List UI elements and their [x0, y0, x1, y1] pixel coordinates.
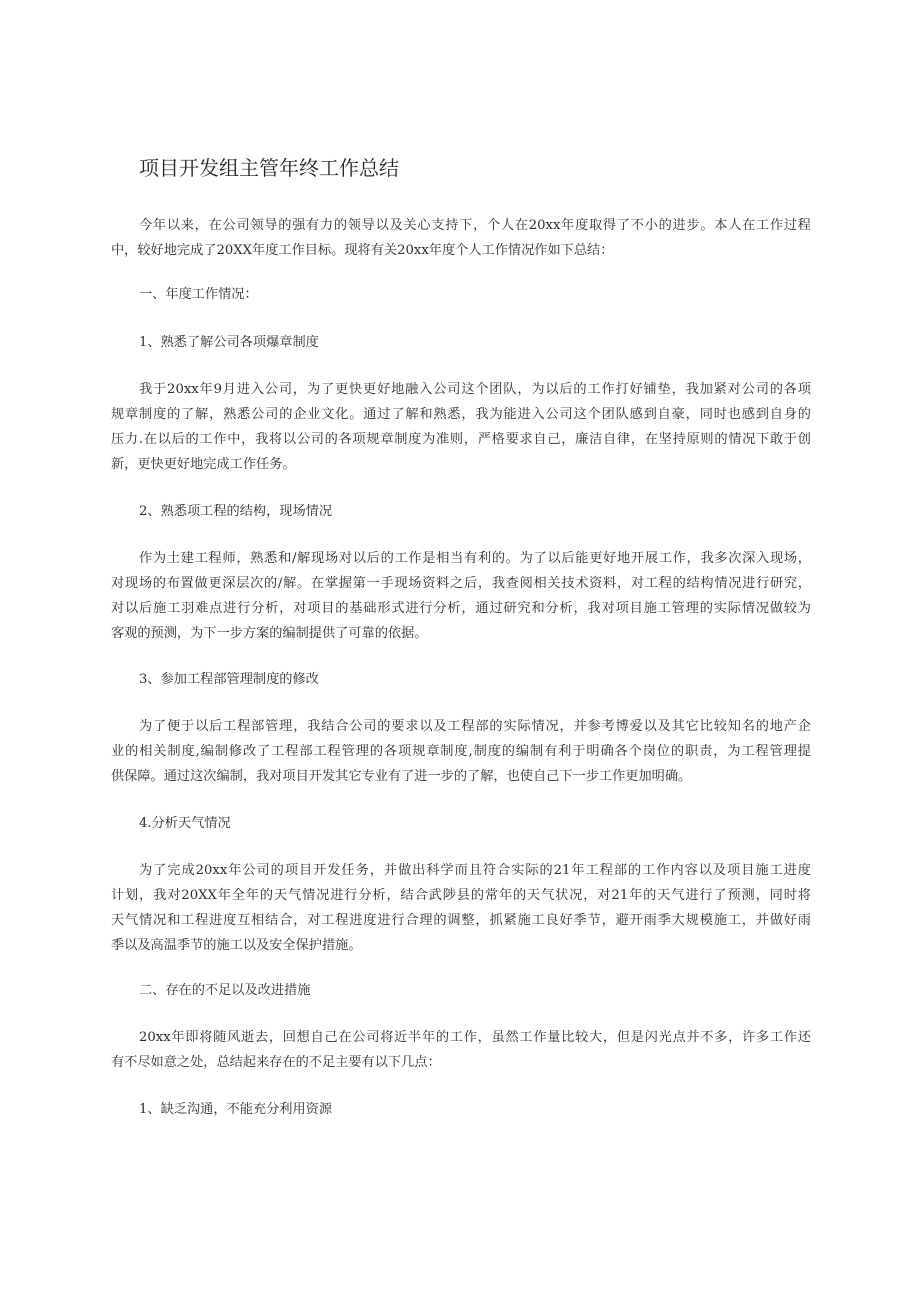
item3-paragraph: [111, 714, 811, 789]
text-line: 供保障。通过这次编制，我对项目开发其它专业有了进一步的了解，也使自己下一步工作更加明确。: [111, 769, 692, 784]
text-line: 今年以来，在公司领导的强有力的领导以及关心支持下，个人在20xx年度取得了不小的进步。本人在工作过程: [139, 218, 811, 233]
text-line: 20xx年即将随风逝去，回想自己在公司将近半年的工作，虽然工作量比较大，但是闪光点并不多，许多工作还: [139, 1030, 811, 1045]
text-line: 客观的预测，为下一步方案的编制提供了可靠的依据。: [111, 626, 428, 641]
text-line: 为了便于以后工程部管理，我结合公司的要求以及工程部的实际情况，并参考博爱以及其它比较知名的地产企: [139, 719, 811, 734]
item-heading: 1、缺乏沟通，不能充分利用资源: [139, 1102, 333, 1117]
item2-paragraph: [111, 546, 811, 646]
item4-paragraph: [111, 858, 811, 958]
text-line: 计划，我对20XX年全年的天气情况进行分析，结合武陟县的常年的天气状况，对21年的天气进行了预测，同时将: [111, 888, 811, 903]
item1-paragraph: [111, 377, 811, 477]
text-line: 业的相关制度,编制修改了工程部工程管理的各项规章制度,制度的编制有利于明确各个岗位的职责，为工程管理提: [111, 744, 811, 759]
section-heading: 一、年度工作情况：: [139, 287, 258, 302]
text-line: 对以后施工羽难点进行分析，对项目的基础形式进行分析，通过研究和分析，我对项目施工管理的实际情况做较为: [111, 601, 811, 616]
text-line: 作为土建工程师，熟悉和/解现场对以后的工作是相当有利的。为了以后能更好地开展工作，我多次深入现场，: [139, 551, 811, 566]
text-line: 季以及高温季节的施工以及安全保护措施。: [111, 938, 362, 953]
document-title: 项目开发组主管年终工作总结: [139, 156, 399, 180]
item-heading: 4.分析天气情况: [139, 816, 231, 831]
section-heading: 二、存在的不足以及改进措施: [139, 983, 311, 998]
item-heading: 3、参加工程部管理制度的修改: [139, 672, 319, 687]
text-line: 压力.在以后的工作中，我将以公司的各项规章制度为准则，严格要求自己，廉洁自律，在坚持原则的情况下敢于创: [111, 432, 811, 447]
text-line: 新，更快更好地完成工作任务。: [111, 457, 296, 472]
item-heading: 2、熟悉项工程的结构，现场情况: [139, 504, 333, 519]
item-heading: 1、熟悉了解公司各项爆章制度: [139, 335, 319, 350]
text-line: 对现场的布置做更深层次的/解。在掌握第一手现场资料之后，我查阅相关技术资料，对工程的结构情况进行研究，: [111, 576, 811, 591]
text-line: 规章制度的了解，熟悉公司的企业文化。通过了解和熟悉，我为能进入公司这个团队感到自豪，同时也感到自身的: [111, 407, 811, 422]
text-line: 天气情况和工程进度互相结合，对工程进度进行合理的调整，抓紧施工良好季节，避开雨季大规模施工，并做好雨: [111, 913, 811, 928]
text-line: 有不尽如意之处，总结起来存在的不足主要有以下几点：: [111, 1055, 441, 1070]
text-line: 中，较好地完成了20XX年度工作目标。现将有关20xx年度个人工作情况作如下总结：: [111, 243, 614, 258]
text-line: 为了完成20xx年公司的项目开发任务，并做出科学而且符合实际的21年工程部的工作内容以及项目施工进度: [139, 863, 811, 878]
section2-paragraph: [111, 1025, 811, 1075]
intro-paragraph: [111, 213, 811, 263]
text-line: 我于20xx年9月进入公司，为了更快更好地融入公司这个团队，为以后的工作打好铺垫，我加紧对公司的各项: [139, 382, 811, 397]
